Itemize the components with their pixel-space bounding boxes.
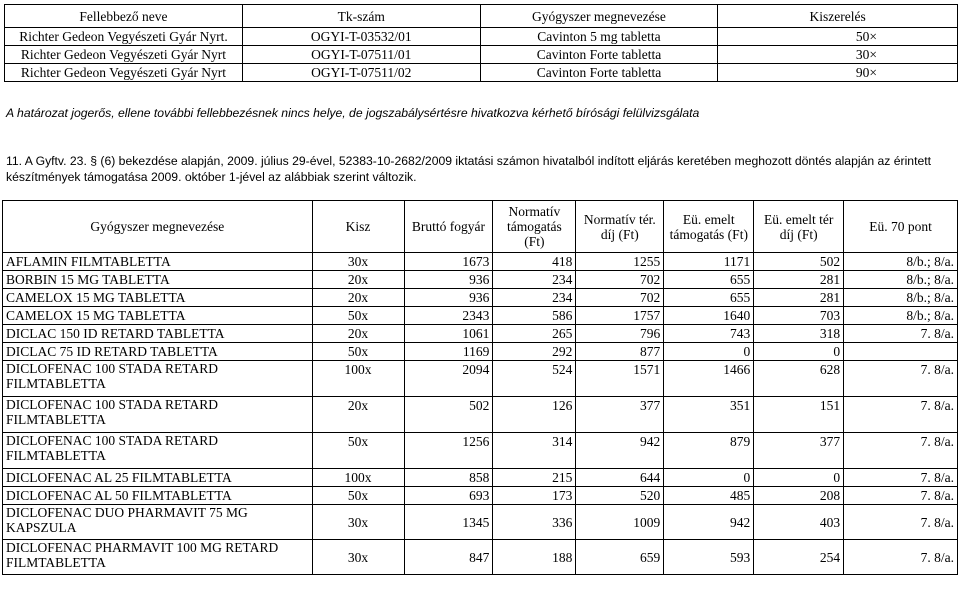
normative-support: 215 <box>493 469 576 487</box>
table-row <box>3 343 958 361</box>
gross-price: 858 <box>404 469 493 487</box>
enhanced-support: 351 <box>664 397 754 433</box>
normative-copay: 796 <box>576 325 664 343</box>
normative-copay: 702 <box>576 271 664 289</box>
table-row <box>3 253 958 271</box>
header-kisz: Kisz <box>312 201 404 253</box>
gross-price: 2343 <box>404 307 493 325</box>
header-eu70-point: Eü. 70 pont <box>844 201 958 253</box>
gross-price: 2094 <box>404 361 493 397</box>
table-row <box>3 469 958 487</box>
header-drug-name: Gyógyszer megnevezése <box>480 5 718 28</box>
enhanced-support: 655 <box>664 289 754 307</box>
packaging: 30× <box>718 46 958 64</box>
enhanced-support: 593 <box>664 540 754 575</box>
enhanced-support: 743 <box>664 325 754 343</box>
kisz: 50x <box>312 343 404 361</box>
enhanced-copay: 0 <box>754 469 844 487</box>
normative-support: 418 <box>493 253 576 271</box>
normative-copay: 1009 <box>576 505 664 540</box>
drug-name: DICLAC 75 ID RETARD TABLETTA <box>3 343 313 361</box>
drug-name: DICLOFENAC PHARMAVIT 100 MG RETARD FILMTABLETTA <box>3 540 313 575</box>
packaging: 50× <box>718 28 958 46</box>
kisz: 100x <box>312 361 404 397</box>
normative-support: 314 <box>493 433 576 469</box>
enhanced-support: 1171 <box>664 253 754 271</box>
header-normative-support: Normatív támogatás (Ft) <box>493 201 576 253</box>
drug-name: CAMELOX 15 MG TABLETTA <box>3 289 313 307</box>
eu70-point: 8/b.; 8/a. <box>844 253 958 271</box>
enhanced-support: 0 <box>664 343 754 361</box>
header-appellant-name: Fellebbező neve <box>5 5 243 28</box>
table-row <box>3 397 958 433</box>
kisz: 20x <box>312 397 404 433</box>
table-row <box>3 271 958 289</box>
appellant-name: Richter Gedeon Vegyészeti Gyár Nyrt <box>5 64 243 82</box>
drug-name: Cavinton 5 mg tabletta <box>480 28 718 46</box>
enhanced-support: 1640 <box>664 307 754 325</box>
decision-paragraph: 11. A Gyftv. 23. § (6) bekezdése alapján, 2009. július 29-ével, 52383-10-2682/2009 iktatási számon hivatalból indított eljárás keretében meghozott döntés alapján az érintett készítmények támogatása 2009. október 1-jével az alábbiak szerint változik. <box>6 154 932 184</box>
table-row <box>3 487 958 505</box>
eu70-point <box>844 343 958 361</box>
price-table-header <box>3 201 958 253</box>
kisz: 20x <box>312 325 404 343</box>
eu70-point: 7. 8/a. <box>844 487 958 505</box>
eu70-point: 8/b.; 8/a. <box>844 289 958 307</box>
finality-note: A határozat jogerős, ellene további fellebbezésnek nincs helye, de jogszabálysértésre hivatkozva kérhető bírósági felülvizsgálata <box>6 106 700 120</box>
table-row <box>3 361 958 397</box>
appellant-name: Richter Gedeon Vegyészeti Gyár Nyrt. <box>5 28 243 46</box>
normative-support: 586 <box>493 307 576 325</box>
gross-price: 502 <box>404 397 493 433</box>
gross-price: 1061 <box>404 325 493 343</box>
normative-support: 234 <box>493 289 576 307</box>
gross-price: 936 <box>404 289 493 307</box>
enhanced-copay: 151 <box>754 397 844 433</box>
kisz: 50x <box>312 307 404 325</box>
enhanced-copay: 0 <box>754 343 844 361</box>
table-row <box>3 325 958 343</box>
enhanced-support: 942 <box>664 505 754 540</box>
kisz: 30x <box>312 505 404 540</box>
drug-name: Cavinton Forte tabletta <box>480 64 718 82</box>
table-row <box>5 64 958 82</box>
appellant-table <box>4 4 958 82</box>
enhanced-copay: 318 <box>754 325 844 343</box>
price-table-body <box>3 253 958 575</box>
enhanced-copay: 502 <box>754 253 844 271</box>
normative-copay: 1255 <box>576 253 664 271</box>
kisz: 20x <box>312 289 404 307</box>
drug-name: DICLAC 150 ID RETARD TABLETTA <box>3 325 313 343</box>
eu70-point: 8/b.; 8/a. <box>844 271 958 289</box>
enhanced-copay: 254 <box>754 540 844 575</box>
gross-price: 936 <box>404 271 493 289</box>
header-tk-number: Tk-szám <box>242 5 480 28</box>
eu70-point: 7. 8/a. <box>844 540 958 575</box>
eu70-point: 7. 8/a. <box>844 433 958 469</box>
normative-support: 234 <box>493 271 576 289</box>
drug-name: Cavinton Forte tabletta <box>480 46 718 64</box>
normative-copay: 1757 <box>576 307 664 325</box>
enhanced-support: 485 <box>664 487 754 505</box>
enhanced-copay: 377 <box>754 433 844 469</box>
header-normative-copay: Normatív tér. díj (Ft) <box>576 201 664 253</box>
enhanced-support: 655 <box>664 271 754 289</box>
eu70-point: 7. 8/a. <box>844 361 958 397</box>
enhanced-support: 0 <box>664 469 754 487</box>
drug-name: DICLOFENAC AL 25 FILMTABLETTA <box>3 469 313 487</box>
eu70-point: 7. 8/a. <box>844 469 958 487</box>
header-enhanced-copay: Eü. emelt tér díj (Ft) <box>754 201 844 253</box>
normative-copay: 520 <box>576 487 664 505</box>
normative-support: 126 <box>493 397 576 433</box>
drug-name: DICLOFENAC AL 50 FILMTABLETTA <box>3 487 313 505</box>
enhanced-copay: 281 <box>754 271 844 289</box>
normative-support: 524 <box>493 361 576 397</box>
normative-support: 173 <box>493 487 576 505</box>
kisz: 30x <box>312 253 404 271</box>
enhanced-copay: 703 <box>754 307 844 325</box>
kisz: 100x <box>312 469 404 487</box>
drug-name: DICLOFENAC 100 STADA RETARD FILMTABLETTA <box>3 397 313 433</box>
appellant-table-header <box>5 5 958 28</box>
table-row <box>3 540 958 575</box>
enhanced-copay: 403 <box>754 505 844 540</box>
gross-price: 693 <box>404 487 493 505</box>
price-table <box>2 200 958 575</box>
normative-copay: 877 <box>576 343 664 361</box>
table-row <box>3 307 958 325</box>
gross-price: 1256 <box>404 433 493 469</box>
header-packaging: Kiszerelés <box>718 5 958 28</box>
normative-support: 265 <box>493 325 576 343</box>
drug-name: AFLAMIN FILMTABLETTA <box>3 253 313 271</box>
normative-support: 336 <box>493 505 576 540</box>
normative-copay: 659 <box>576 540 664 575</box>
packaging: 90× <box>718 64 958 82</box>
drug-name: CAMELOX 15 MG TABLETTA <box>3 307 313 325</box>
drug-name: DICLOFENAC DUO PHARMAVIT 75 MG KAPSZULA <box>3 505 313 540</box>
tk-number: OGYI-T-07511/01 <box>242 46 480 64</box>
gross-price: 1673 <box>404 253 493 271</box>
header-drug-name: Gyógyszer megnevezése <box>3 201 313 253</box>
gross-price: 1345 <box>404 505 493 540</box>
eu70-point: 8/b.; 8/a. <box>844 307 958 325</box>
eu70-point: 7. 8/a. <box>844 397 958 433</box>
gross-price: 847 <box>404 540 493 575</box>
kisz: 50x <box>312 487 404 505</box>
header-enhanced-support: Eü. emelt támogatás (Ft) <box>664 201 754 253</box>
normative-copay: 377 <box>576 397 664 433</box>
normative-support: 188 <box>493 540 576 575</box>
normative-support: 292 <box>493 343 576 361</box>
normative-copay: 702 <box>576 289 664 307</box>
drug-name: DICLOFENAC 100 STADA RETARD FILMTABLETTA <box>3 361 313 397</box>
kisz: 30x <box>312 540 404 575</box>
normative-copay: 644 <box>576 469 664 487</box>
normative-copay: 1571 <box>576 361 664 397</box>
table-row <box>3 289 958 307</box>
table-row <box>5 28 958 46</box>
kisz: 20x <box>312 271 404 289</box>
enhanced-support: 1466 <box>664 361 754 397</box>
table-row <box>3 505 958 540</box>
enhanced-copay: 281 <box>754 289 844 307</box>
table-row <box>5 46 958 64</box>
enhanced-support: 879 <box>664 433 754 469</box>
appellant-name: Richter Gedeon Vegyészeti Gyár Nyrt <box>5 46 243 64</box>
eu70-point: 7. 8/a. <box>844 325 958 343</box>
table-row <box>3 433 958 469</box>
tk-number: OGYI-T-03532/01 <box>242 28 480 46</box>
gross-price: 1169 <box>404 343 493 361</box>
enhanced-copay: 208 <box>754 487 844 505</box>
drug-name: DICLOFENAC 100 STADA RETARD FILMTABLETTA <box>3 433 313 469</box>
eu70-point: 7. 8/a. <box>844 505 958 540</box>
kisz: 50x <box>312 433 404 469</box>
tk-number: OGYI-T-07511/02 <box>242 64 480 82</box>
enhanced-copay: 628 <box>754 361 844 397</box>
header-gross-price: Bruttó fogyár <box>404 201 493 253</box>
normative-copay: 942 <box>576 433 664 469</box>
drug-name: BORBIN 15 MG TABLETTA <box>3 271 313 289</box>
